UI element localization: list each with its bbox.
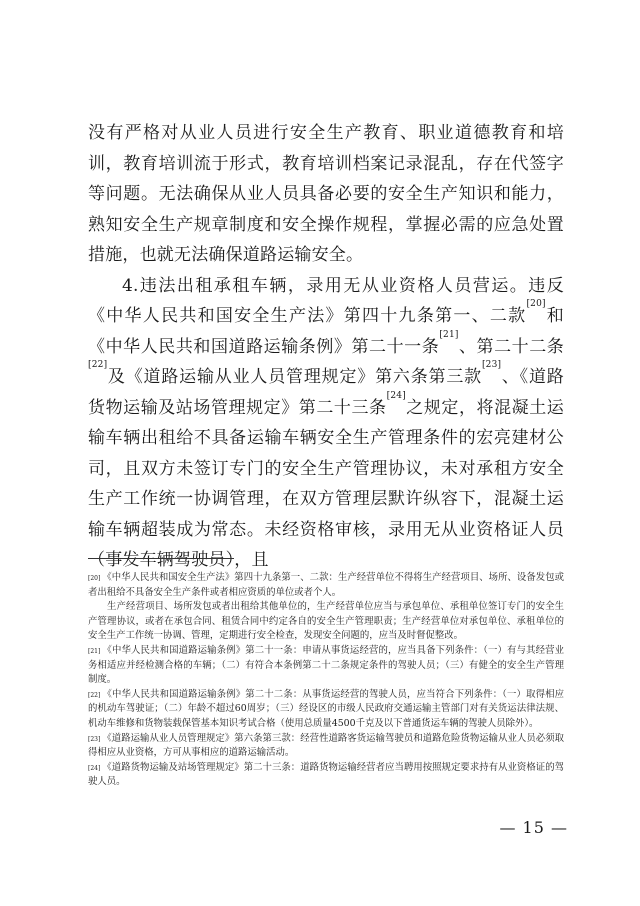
footnote-ref-20[interactable]: [20] (526, 299, 546, 309)
paragraph-2-text: 、第二十二条 (458, 336, 565, 357)
footnote-21 (88, 644, 564, 688)
page-number: — 15 — (499, 818, 568, 837)
footnote-24 (88, 761, 564, 790)
footnote-text: 《中华人民共和国道路运输条例》第二十二条：从事货运经营的驾驶人员，应当符合下列条件：（一）取得相应的机动车驾驶证；（二）年龄不超过60周岁；（三）经设区的市级人民政府交通运输主管部门对有关货运法律法规、机动车维修和货物装载保管基本知识考试合格（使用总质量4500千克及以下普通货运车辆的驾驶人员除外）。 (88, 688, 564, 729)
footnote-text: 《中华人民共和国安全生产法》第四十九条第一、二款：生产经营单位不得将生产经营项目、场所、设备发包或者出租给不具备安全生产条件或者相应资质的单位或者个人。 (88, 572, 564, 598)
paragraph-2-text: 和《中华人民共和国道路运输条例》第二十一条 (88, 306, 564, 357)
paragraph-2 (88, 271, 564, 576)
paragraph-2-text: 之规定，将混凝土运输车辆出租给不具备运输车辆安全生产管理条件的宏亮建材公司，且双方未签订专门的安全生产管理协议，未对承租方安全生产工作统一协调管理，在双方管理层默许纵容下，混凝土运输车辆超装成为常态。未经资格审核，录用无从业资格证人员（事发车辆驾驶员），且 (88, 397, 564, 570)
footnote-22 (88, 688, 564, 732)
paragraph-2-text: 4.违法出租承租车辆，录用无从业资格人员营运。违反《中华人民共和国安全生产法》第四十九条第一、二款 (88, 275, 564, 326)
footnote-mark: [20] (88, 575, 101, 582)
paragraph-2-text: 、《道路货物运输及站场管理规定》第二十三条 (88, 367, 564, 418)
footnote-20-continued (88, 600, 564, 644)
paragraph-2-text: 及《道路运输从业人员管理规定》第六条第三款 (107, 367, 482, 387)
footnote-text: 生产经营项目、场所发包或者出租给其他单位的，生产经营单位应当与承包单位、承租单位签订专门的安全生产管理协议，或者在承包合同、租赁合同中约定各自的安全生产管理职责；生产经营单位对承包单位、承租单位的安全生产工作统一协调、管理，定期进行安全检查，发现安全问题的，应当及时督促整改。 (88, 601, 564, 642)
footnote-ref-24[interactable]: [24] (386, 390, 406, 401)
footnote-mark: [21] (88, 647, 101, 655)
footnote-ref-22[interactable]: [22] (88, 360, 108, 370)
paragraph-1: 没有严格对从业人员进行安全生产教育、职业道德教育和培训，教育培训流于形式，教育培训档案记录混乱，存在代签字等问题。无法确保从业人员具备必要的安全生产知识和能力，熟知安全生产规章制度和安全操作规程，掌握必需的应急处置措施，也就无法确保道路运输安全。 (88, 123, 564, 265)
footnote-23 (88, 732, 564, 761)
body-text (88, 118, 564, 576)
footnote-text: 《道路货物运输及站场管理规定》第二十三条：道路货物运输经营者应当聘用按照规定要求持有从业资格证的驾驶人员。 (88, 761, 564, 788)
footnotes (88, 571, 564, 790)
footnote-20 (88, 571, 564, 600)
footnote-mark: [24] (88, 764, 101, 772)
footnote-text: 《道路运输从业人员管理规定》第六条第三款：经营性道路客货运输驾驶员和道路危险货物运输从业人员必须取得相应从业资格，方可从事相应的道路运输活动。 (88, 732, 564, 759)
footnote-ref-21[interactable]: [21] (439, 329, 459, 340)
footnote-divider (88, 558, 234, 559)
footnote-text: 《中华人民共和国道路运输条例》第二十一条：申请从事货运经营的，应当具备下列条件：（一）有与其经营业务相适应并经检测合格的车辆；（二）有符合本条例第二十二条规定条件的驾驶人员；（三）有健全的安全生产管理制度。 (88, 644, 564, 686)
footnote-mark: [23] (88, 735, 101, 743)
footnote-ref-23[interactable]: [23] (481, 360, 502, 370)
footnote-mark: [22] (88, 691, 101, 699)
